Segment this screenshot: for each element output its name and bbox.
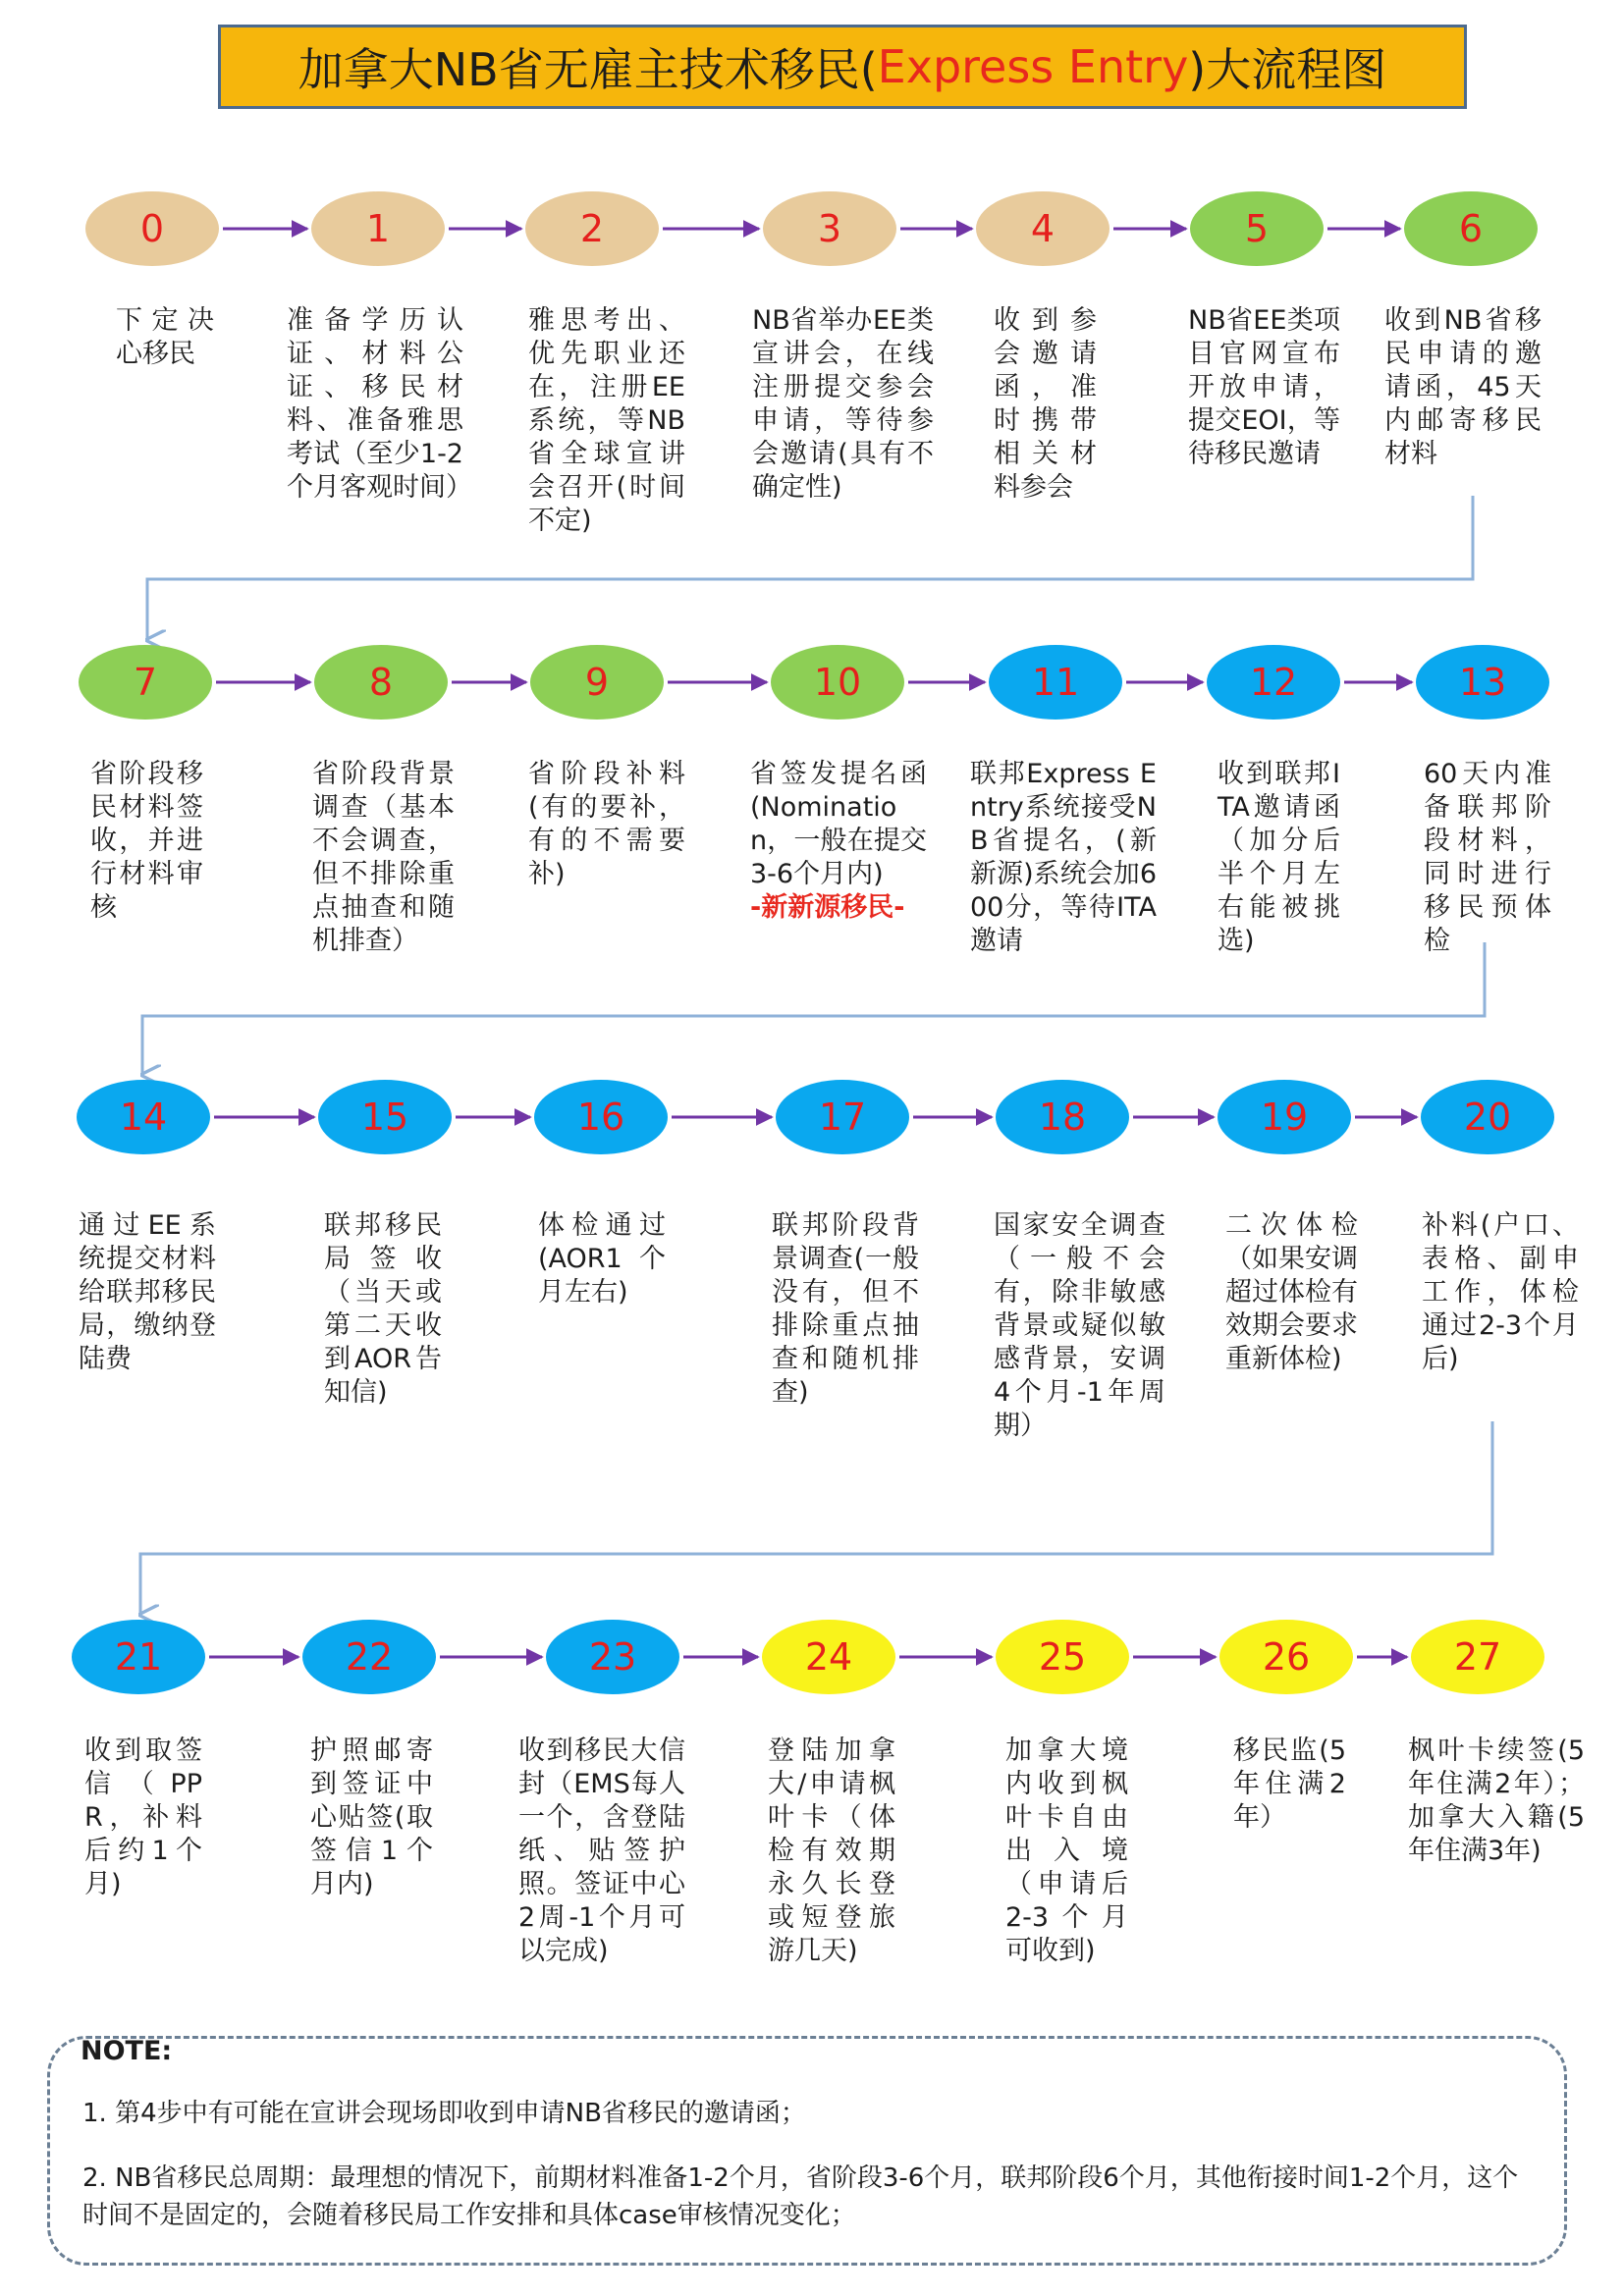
step-desc-20: 补料(户口、表格、副申工作，体检通过2-3个月后) [1422,1210,1579,1374]
step-node-20: 20 [1421,1080,1554,1154]
step-desc-12: 收到联邦ITA邀请函（加分后半个月左右能被挑选) [1218,759,1340,956]
step-desc-9: 省阶段补料(有的要补，有的不需要补) [528,759,685,889]
step-desc-4: 收到参会邀请函，准时携带相关材料参会 [994,305,1097,503]
step-desc-19: 二次体检（如果安调超过体检有效期会要求重新体检) [1225,1210,1358,1374]
step-text-10 [750,758,927,925]
step-text-4 [994,304,1097,505]
title-highlight: Express Entry [877,40,1189,93]
step-node-26: 26 [1219,1620,1353,1694]
step-text-0 [116,304,214,371]
step-node-5: 5 [1190,191,1324,266]
step-desc-18: 国家安全调查（一般不会有，除非敏感背景或疑似敏感背景，安调4个月-1年周期） [994,1210,1165,1441]
step-text-6 [1384,304,1542,471]
step-text-1 [287,304,472,505]
step-desc-13: 60天内准备联邦阶段材料，同时进行移民预体检 [1424,759,1551,956]
step-node-16: 16 [534,1080,668,1154]
step-node-12: 12 [1207,645,1340,720]
step-desc-24: 登陆加拿大/申请枫叶卡（体检有效期永久长登或短登旅游几天) [768,1735,895,1966]
step-node-17: 17 [776,1080,909,1154]
step-extra-10: -新新源移民- [750,892,905,923]
step-node-27: 27 [1411,1620,1544,1694]
step-node-25: 25 [996,1620,1129,1694]
step-text-18 [994,1209,1165,1443]
step-node-24: 24 [762,1620,895,1694]
step-node-13: 13 [1416,645,1549,720]
step-node-15: 15 [318,1080,452,1154]
step-node-0: 0 [85,191,219,266]
step-node-21: 21 [72,1620,205,1694]
step-desc-23: 收到移民大信封（EMS每人一个，含登陆纸、贴签护照。签证中心2周-1个月可以完成) [518,1735,685,1966]
step-desc-1: 准备学历认证、材料公证、移民材料、准备雅思考试（至少1-2个月客观时间） [287,305,472,503]
note-item-1: 1. 第4步中有可能在宣讲会现场即收到申请NB省移民的邀请函； [82,2099,806,2128]
step-desc-8: 省阶段背景调查（基本不会调查，但不排除重点抽查和随机排查） [312,759,455,956]
step-desc-11: 联邦Express Entry系统接受NB省提名，(新新源)系统会加600分，等待ITA邀请 [970,759,1157,956]
step-text-7 [90,758,203,925]
step-text-22 [310,1735,433,1901]
step-desc-22: 护照邮寄到签证中心贴签(取签信1个月内) [310,1735,433,1899]
step-text-21 [84,1735,202,1901]
step-text-14 [79,1209,216,1376]
step-desc-21: 收到取签信（PPR，补料后约1个月) [84,1735,202,1899]
step-text-13 [1424,758,1551,958]
step-text-26 [1233,1735,1346,1835]
step-text-20 [1422,1209,1579,1376]
step-node-3: 3 [763,191,896,266]
step-text-16 [538,1209,666,1309]
step-desc-27: 枫叶卡续签(5年住满2年）；加拿大入籍(5年住满3年) [1408,1735,1585,1866]
step-node-9: 9 [530,645,664,720]
step-text-9 [528,758,685,891]
step-node-7: 7 [79,645,212,720]
row-connector-6-to-7 [147,496,1473,640]
step-desc-26: 移民监(5年住满2年） [1233,1735,1346,1833]
step-desc-7: 省阶段移民材料签收，并进行材料审核 [90,759,203,923]
step-node-2: 2 [525,191,659,266]
step-node-6: 6 [1404,191,1538,266]
step-node-11: 11 [989,645,1122,720]
step-text-27 [1408,1735,1585,1868]
step-desc-16: 体检通过(AOR1个月左右) [538,1210,666,1308]
step-text-11 [970,758,1157,958]
step-desc-5: NB省EE类项目官网宣布开放申请，提交EOI，等待移民邀请 [1188,305,1340,469]
row-connector-20-to-21 [140,1421,1492,1615]
step-desc-14: 通过EE系统提交材料给联邦移民局，缴纳登陆费 [79,1210,216,1374]
step-desc-17: 联邦阶段背景调查(一般没有，但不排除重点抽查和随机排查) [772,1210,919,1408]
step-desc-6: 收到NB省移民申请的邀请函，45天内邮寄移民材料 [1384,305,1542,469]
step-desc-10: 省签发提名函(Nomination，一般在提交3-6个月内) [750,759,927,889]
step-text-24 [768,1735,895,1968]
step-node-1: 1 [311,191,445,266]
step-text-25 [1005,1735,1128,1968]
step-node-19: 19 [1218,1080,1351,1154]
step-text-19 [1225,1209,1358,1376]
step-text-17 [772,1209,919,1410]
step-node-10: 10 [771,645,904,720]
step-node-14: 14 [77,1080,210,1154]
step-text-23 [518,1735,685,1968]
step-desc-25: 加拿大境内收到枫叶卡自由出入境（申请后2-3个月可收到) [1005,1735,1128,1966]
note-title: NOTE: [81,2036,173,2066]
step-text-3 [752,304,934,505]
step-desc-3: NB省举办EE类宣讲会，在线注册提交参会申请，等待参会邀请(具有不确定性) [752,305,934,503]
row-connector-13-to-14 [142,942,1485,1075]
step-desc-15: 联邦移民局签收（当天或第二天收到AOR告知信) [324,1210,442,1408]
step-node-22: 22 [302,1620,436,1694]
note-item-2: 2. NB省移民总周期：最理想的情况下，前期材料准备1-2个月，省阶段3-6个月，联邦阶段6个月，其他衔接时间1-2个月，这个时间不是固定的，会随着移民局工作安排和具体case审核情况变化； [82,2163,1519,2230]
step-text-8 [312,758,455,958]
step-node-18: 18 [996,1080,1129,1154]
step-text-2 [528,304,685,538]
step-text-12 [1218,758,1340,958]
step-node-23: 23 [546,1620,679,1694]
title-suffix: )大流程图 [1188,43,1387,96]
step-text-5 [1188,304,1340,471]
step-desc-2: 雅思考出、优先职业还在，注册EE系统，等NB省全球宣讲会召开(时间不定) [528,305,685,536]
step-desc-0: 下定决心移民 [116,305,214,369]
step-text-15 [324,1209,442,1410]
step-node-4: 4 [976,191,1110,266]
step-node-8: 8 [314,645,448,720]
title-prefix: 加拿大NB省无雇主技术移民( [298,43,878,96]
